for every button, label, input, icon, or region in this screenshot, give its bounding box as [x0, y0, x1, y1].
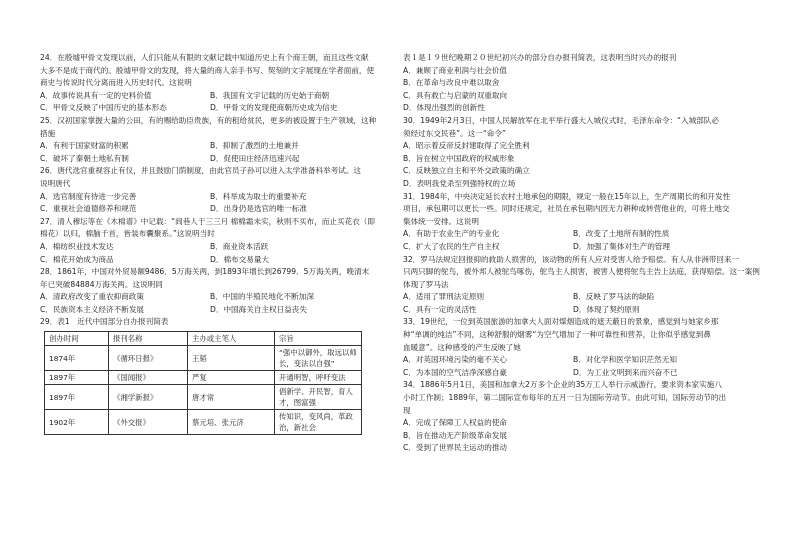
table-cell: 1897年 [45, 385, 109, 410]
option-b: B．在革命与改良中难以取舍 [403, 78, 500, 88]
option-d: D．甲骨文的发现使商朝历史成为信史 [210, 103, 338, 113]
option-d: D．体现出强烈的创新性 [403, 103, 485, 113]
question-text: 项目，承包期可以更长一些。同时还规定，社员在承包期内因无力耕种或转营他业的，可将土地交 [403, 204, 730, 214]
question-text: 33．19世纪，一位到英国旅游的加拿大人面对煤烟造成的遮天蔽日的景象，感觉到与她家乡那 [403, 317, 719, 327]
right-column [403, 52, 763, 455]
question-text: 表１是１９世纪晚期２０世纪初兴办的部分自办报刊简表，这表明当时兴办的报刊 [403, 53, 677, 62]
option-b: B．反映了罗马法的缺陷 [573, 292, 655, 302]
option-d: D．中国海关自主权日益丧失 [210, 304, 307, 314]
question-34 [403, 379, 763, 455]
question-text: 现 [403, 405, 411, 415]
option-c: C．受到了世界民主运动的推动 [403, 443, 508, 453]
answer-options [403, 354, 763, 379]
table-cell: 严复 [188, 371, 275, 385]
option-c: C．甲骨文反映了中国历史的基本形态 [40, 103, 167, 113]
table-cell: 蔡元培、张元济 [188, 410, 275, 435]
option-b: B．抑制了激烈的土地兼并 [210, 141, 299, 151]
option-a: A．清政府改变了重农抑商政策 [40, 292, 144, 302]
option-d: D．表明我党杀至列强特权的立场 [403, 178, 516, 188]
table-cell: 传知识，变风尚，革政治，新社会 [275, 410, 362, 435]
table-header-row [45, 332, 362, 346]
option-b: B．中国的半殖民地化不断加深 [210, 292, 314, 302]
table-header-cell: 报刊名称 [109, 332, 188, 346]
question-text: 只两只脚的鸵鸟，被外邦人被鸵鸟啄伤，鸵鸟主人损害，被害人便将鸵鸟主告上法庭，获得赔偿。这一案例 [403, 267, 760, 277]
answer-options [40, 241, 395, 266]
option-d: D．促使田庄经济迅速兴起 [210, 153, 300, 163]
option-a: A．适用了罪刑法定原则 [403, 292, 485, 302]
option-d: D．为工业文明到来而兴奋不已 [573, 367, 678, 377]
question-text: 血暖意”。这种感受的产生反映了她 [403, 342, 521, 352]
question-29 [40, 316, 395, 435]
question-31 [403, 191, 763, 254]
table-row [45, 346, 362, 371]
option-c: C．破坏了秦朝土地私有制 [40, 153, 129, 163]
option-b: B．旨在树立中国政府的权威形象 [403, 153, 515, 163]
option-b: B．旨在推动无产阶级革命发展 [403, 430, 507, 440]
answer-options [40, 191, 395, 216]
table-header-cell: 宗旨 [275, 332, 362, 346]
option-d: D．出身仍是选官的唯一标准 [210, 204, 307, 214]
option-c: C．具有救亡与启蒙的双重取向 [403, 90, 508, 100]
table-cell: 1902年 [45, 410, 109, 435]
question-text: 棉花）以归，棉脑千首，皆装布囊聚系。”这说明当时 [40, 229, 215, 239]
option-c: C．反映独立自主和平外交政策的确立 [403, 166, 530, 176]
option-a: A．有利于国家财富的积累 [40, 141, 129, 151]
option-b: B．改变了土地所有制的性质 [573, 229, 670, 239]
table-row [45, 410, 362, 435]
option-a: A．有助于农业生产的专业化 [403, 229, 500, 239]
option-c: C．扩大了农民的生产自主权 [403, 241, 500, 251]
answer-options [40, 140, 395, 165]
option-b: B．对化学和医学知识茫然无知 [573, 355, 677, 365]
option-a: A．选官制度有待进一步完善 [40, 191, 137, 201]
question-text: 年已突破84884万海关两。这说明同 [40, 279, 163, 289]
option-a: A．昭示着反帝反封建取得了完全胜利 [403, 141, 530, 151]
table-cell: 倡新学、开民智，育人才，图富强 [275, 385, 362, 410]
question-32 [403, 254, 763, 317]
question-text: 体现了罗马法 [403, 279, 449, 289]
question-text: 种“单调的纯洁”不同，这种舒服的烟雾“为空气增加了一种可靠性和营养，让你似乎感觉到鼻 [403, 330, 711, 340]
answer-options [40, 291, 395, 316]
question-33 [403, 316, 763, 379]
question-text: 26．唐代选官重视容止有仪，并且鼓励门荫制度，由此官员子孙可以进入太学准备科举考试。这 [40, 166, 362, 176]
table-row [45, 385, 362, 410]
table-header-cell: 主办或主笔人 [188, 332, 275, 346]
table-cell: 王韬 [188, 346, 275, 371]
question-text: 27．清人穆坛等在《木棉谱》中记载：“闾巷人于三三月 棉棉霜未实，秋则不买布，而止买花衣（即 [40, 216, 375, 226]
option-a: A．对英国环境污染的毫不关心 [403, 355, 507, 365]
question-27 [40, 216, 395, 266]
table-row [45, 371, 362, 385]
question-text: 须经过东交民巷”。这一“命令” [403, 128, 506, 138]
question-29-continued [403, 52, 763, 115]
option-b: B．科举成为取士的重要补充 [210, 191, 307, 201]
table-header-cell: 创办时间 [45, 332, 109, 346]
question-text: 集体统一安排。这说明 [403, 216, 479, 226]
table-cell: 1874年 [45, 346, 109, 371]
table-cell: 开通明智，呼吁变法 [275, 371, 362, 385]
question-text: 25．汉初国家掌握大量的公田，有的赐给助臣贵族，有的租给贫民，更多的被设置于生产领域，这种 [40, 115, 377, 125]
option-c: C．具有一定的灵活性 [403, 304, 477, 314]
table-cell: 《循环日报》 [109, 346, 188, 371]
question-text: 30．1949年2月3日，中国人民解放军在北平举行盛大入城仪式时，毛泽东命令：“入城部队必 [403, 115, 719, 125]
option-c: C．民族资本主义经济不断发展 [40, 304, 145, 314]
table-cell: 1897年 [45, 371, 109, 385]
question-text: 24．在殷墟甲骨文发现以前，人们只能从有限的文献记载中知道历史上有个商王朝，而且这些文献 [40, 53, 369, 62]
option-c: C．棉花开始成为商品 [40, 254, 114, 264]
answer-options [403, 291, 763, 316]
question-28 [40, 266, 395, 316]
question-text: 34．1886年5月1日，美国和加拿大2万多个企业的35万工人举行示威游行，要求资本家实施八 [403, 380, 722, 390]
question-30 [403, 115, 763, 191]
table-cell: 《湘学新报》 [109, 385, 188, 410]
question-text: 31．1984年，中央决定延长农村土地承包的期限，规定一般在15年以上，生产周期长的和开发性 [403, 191, 731, 201]
question-text: 32．罗马法规定回报抑的救助人损害的，该动物的所有人应对受害人给予赔偿。有人从非洲带回来一 [403, 254, 740, 264]
newspaper-table [44, 331, 362, 435]
question-text: 说明唐代 [40, 178, 71, 188]
question-text: 大多不是成于商代的。殷墟甲骨文的发现，将大量的商人亲手书写、契刻的文字展现在学者面前，使 [40, 65, 375, 75]
question-text: 28．1861年，中国对外贸易额9486．5万海关两，到1893年增长到26799．5万海关两，晚清末 [40, 267, 370, 277]
option-d: D．加强了集体对生产的管理 [573, 241, 670, 251]
option-b: B．商业资本活跃 [210, 241, 269, 251]
option-c: C．重视社会道德修养和规范 [40, 204, 137, 214]
table-cell: 《外交报》 [109, 410, 188, 435]
question-text: 措施 [40, 128, 56, 138]
question-24 [40, 52, 395, 115]
question-text: 小时工作制；1889年，第二国际宣布每年的五月一日为国际劳动节。由此可知，国际劳动节的出 [403, 393, 727, 403]
option-c: C．为本国的空气洁净深感自豪 [403, 367, 508, 377]
left-column [40, 52, 395, 435]
table-cell: 《国闻报》 [109, 371, 188, 385]
table-cell: 唐才常 [188, 385, 275, 410]
question-text: 商史与传说时代分离而进入历史时代。这说明 [40, 78, 192, 88]
option-a: A．故事传说具有一定的史料价值 [40, 90, 152, 100]
table-caption: 29．表1 近代中国部分自办报刊简表 [40, 317, 169, 327]
option-a: A．完成了保障工人权益的使命 [403, 418, 507, 428]
answer-options [403, 228, 763, 253]
option-b: B．我国有文字记载的历史始于商朝 [210, 90, 330, 100]
question-25 [40, 115, 395, 165]
option-a: A．兼顾了商业利润与社会价值 [403, 65, 507, 75]
option-d: D．体现了契约原则 [573, 304, 640, 314]
option-d: D．棉布交易量大 [210, 254, 270, 264]
question-26 [40, 165, 395, 215]
option-a: A．棉纺织业技术发达 [40, 241, 114, 251]
answer-options [40, 90, 395, 115]
table-cell: “强中以御外，取远以师长，变法以自强” [275, 346, 362, 371]
